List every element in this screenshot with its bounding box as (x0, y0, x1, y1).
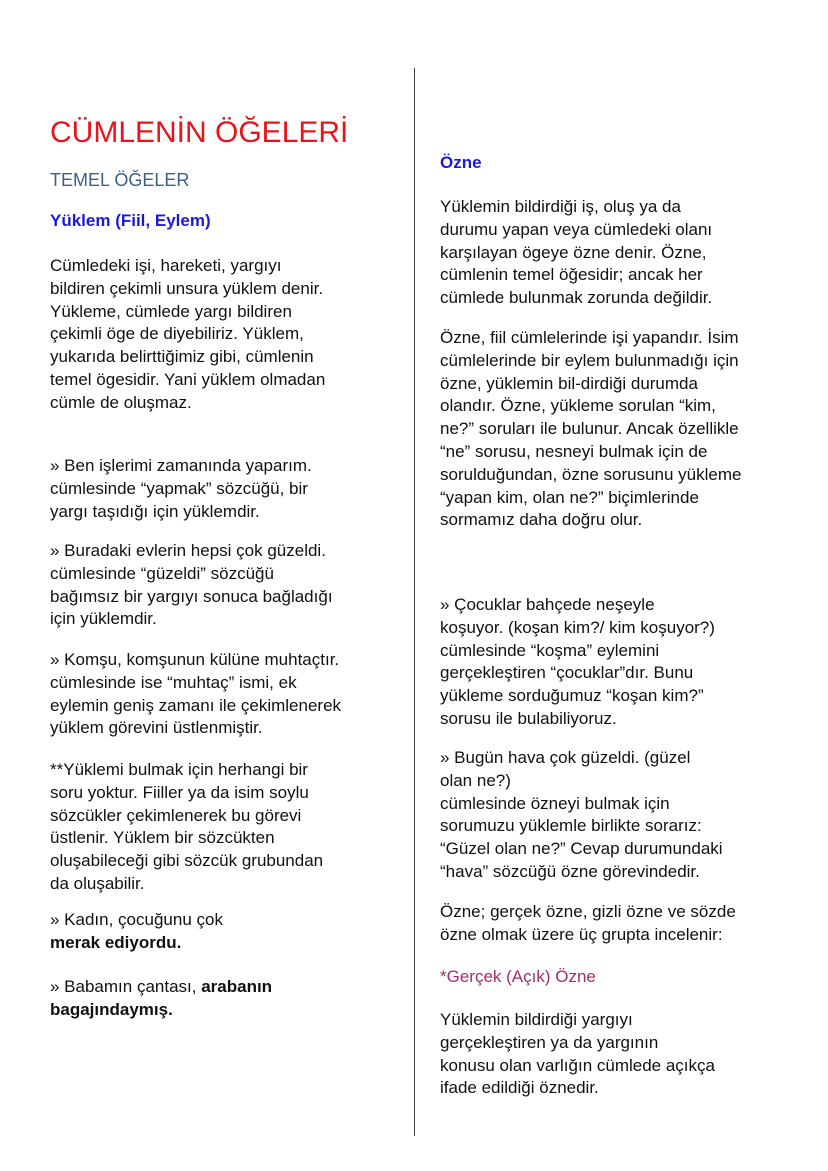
example-paragraph: » Bugün hava çok güzeldi. (güzel olan ne?) cümlesinde özneyi bulmak için sorumuzu yüklemle birlikte sorarız: “Güzel olan ne?” Cevap durumundaki “hava” sözcüğü özne görevindedir. (440, 748, 723, 881)
example-text: » Kadın, çocuğunu çok (50, 910, 223, 929)
heading-ozne: Özne (440, 153, 482, 172)
example-paragraph: » Komşu, komşunun külüne muhtaçtır. cümlesinde ise “muhtaç” ismi, ek eylemin geniş zamanı ile çekimlenerek yüklem görevini üstlenmiştir. (50, 650, 342, 738)
page-title: CÜMLENİN ÖĞELERİ (50, 116, 349, 149)
paragraph: Cümledeki işi, hareketi, yargıyı bildiren çekimli unsura yüklem denir. Yükleme, cümlede yargı bildiren çekimli öge de diyebiliriz. Yüklem, yukarıda belirttiğimiz gibi, cümlenin temel ögesidir. Yani yüklem olmadan cümle de oluşmaz. (50, 256, 326, 412)
paragraph: Yüklemin bildirdiği iş, oluş ya da durumu yapan veya cümledeki olanı karşılayan ögeye özne denir. Özne, cümlenin temel öğesidir; ancak her cümlede bulunmak zorunda değildir. (440, 197, 713, 308)
subheading-gercek-ozne: *Gerçek (Açık) Özne (440, 967, 596, 986)
column-divider (414, 68, 415, 1136)
note-paragraph: **Yüklemi bulmak için herhangi bir soru yoktur. Fiiller ya da isim soylu sözcükler çekimlenerek bu görevi üstlenir. Yüklem bir sözcükten oluşabileceği gibi sözcük grubundan da oluşabilir. (50, 760, 324, 893)
example-paragraph: » Ben işlerimi zamanında yaparım. cümlesinde “yapmak” sözcüğü, bir yargı taşıdığı için yüklemdir. (50, 456, 312, 521)
paragraph: Özne; gerçek özne, gizli özne ve sözde özne olmak üzere üç grupta incelenir: (440, 902, 736, 944)
example-bold-text: arabanın bagajındaymış. (50, 977, 273, 1019)
example-bold-text: merak ediyordu. (50, 932, 182, 952)
example-paragraph: » Çocuklar bahçede neşeyle koşuyor. (koşan kim?/ kim koşuyor?) cümlesinde “koşma” eylemini gerçekleştiren “çocuklar”dır. Bunu yükleme sorduğumuz “koşan kim?” sorusu ile bulabiliyoruz. (440, 595, 715, 728)
example-paragraph: » Buradaki evlerin hepsi çok güzeldi. cümlesinde “güzeldi” sözcüğü bağımsız bir yargıyı sonuca bağladığı için yüklemdir. (50, 541, 333, 629)
paragraph: Özne, fiil cümlelerinde işi yapandır. İsim cümlelerinde bir eylem bulunmadığı için özne, yüklemin bil-dirdiği durumda olandır. Özne, yükleme sorulan “kim, ne?” soruları ile bulunur. Ancak özellikle “ne” sorusu, nesneyi bulmak için de sorulduğundan, özne sorusunu yükleme “yapan kim, olan ne?” biçimlerinde sormamız daha doğru olur. (440, 328, 742, 530)
example-paragraph (50, 909, 223, 955)
heading-yuklem: Yüklem (Fiil, Eylem) (50, 211, 211, 230)
example-paragraph (50, 976, 272, 1022)
paragraph: Yüklemin bildirdiği yargıyı gerçekleştiren ya da yargının konusu olan varlığın cümlede açıkça ifade edildiği öznedir. (440, 1010, 715, 1098)
section-subtitle: TEMEL ÖĞELER (50, 170, 190, 190)
example-text: » Babamın çantası, (50, 977, 202, 996)
